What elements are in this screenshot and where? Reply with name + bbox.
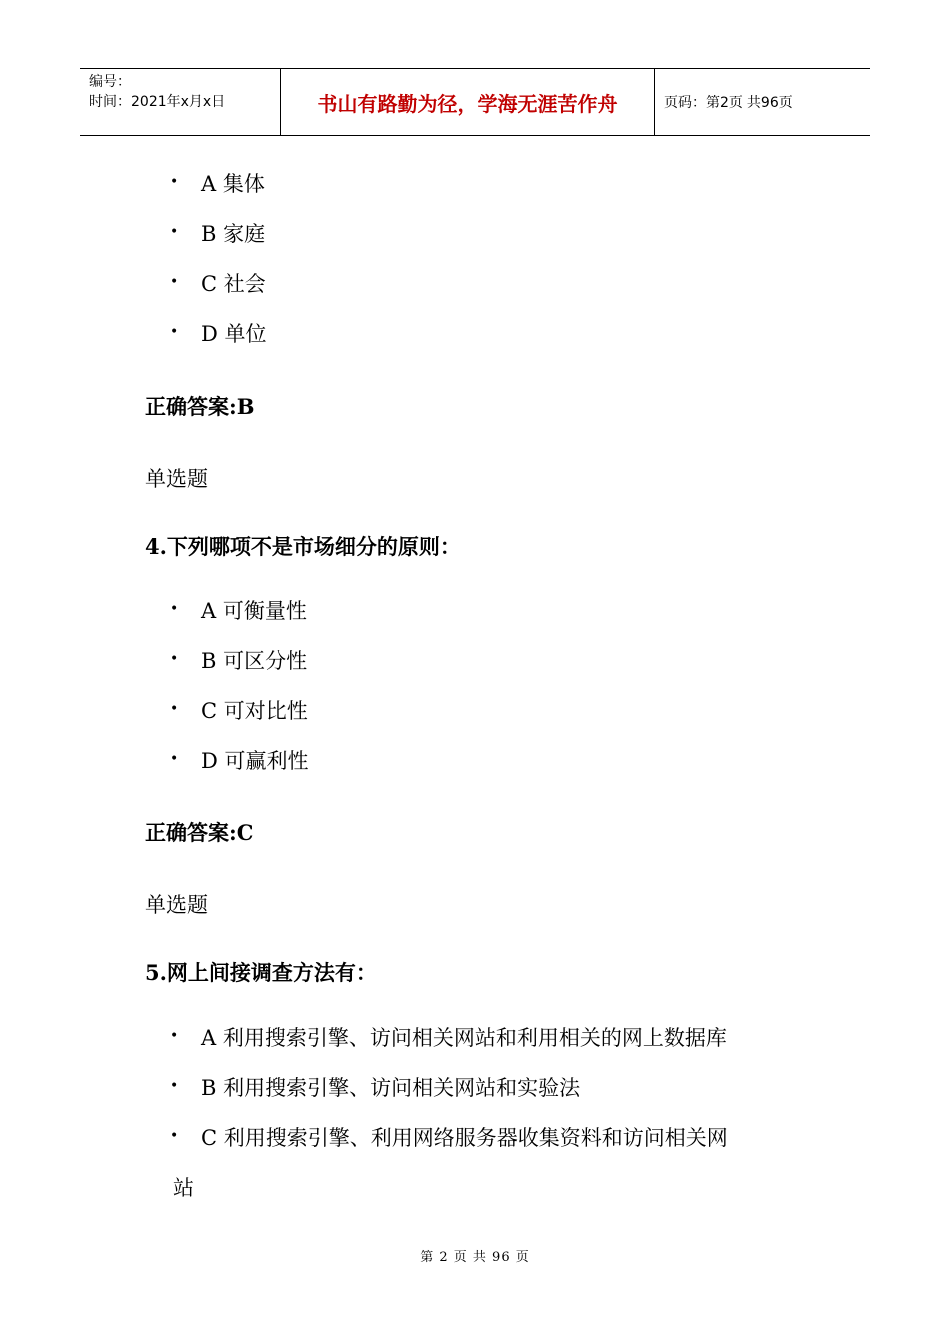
total-pages-label: 共96页 xyxy=(746,95,793,111)
correct-answer: 正确答案:B xyxy=(145,394,255,419)
page-number-label: 页码：第2页 xyxy=(664,95,743,111)
option-text: D 单位 xyxy=(201,322,267,346)
page-footer: 第 2 页 共 96 页 xyxy=(420,1250,530,1265)
option-text: A 集体 xyxy=(201,172,265,196)
bullet-icon: • xyxy=(170,324,179,340)
bullet-icon: • xyxy=(170,751,179,767)
page-header xyxy=(80,68,870,136)
motto: 书山有路勤为径，学海无涯苦作舟 xyxy=(281,69,655,135)
option-text: C 社会 xyxy=(201,272,266,296)
question-type: 单选题 xyxy=(145,467,208,491)
date-label: 时间：2021年x月x日 xyxy=(89,94,226,110)
bullet-icon: • xyxy=(170,224,179,240)
option-text: A 可衡量性 xyxy=(201,599,307,623)
header-right-cell xyxy=(655,69,870,135)
bullet-icon: • xyxy=(170,274,179,290)
option-text: B 可区分性 xyxy=(201,649,308,673)
question-type: 单选题 xyxy=(145,893,208,917)
bullet-icon: • xyxy=(170,701,179,717)
option-continuation: 站 xyxy=(173,1176,194,1200)
question-title: 4.下列哪项不是市场细分的原则： xyxy=(145,534,461,559)
option-text: C 可对比性 xyxy=(201,699,308,723)
option-text: C 利用搜索引擎、利用网络服务器收集资料和访问相关网 xyxy=(201,1126,728,1150)
correct-answer: 正确答案:C xyxy=(145,820,254,845)
bullet-icon: • xyxy=(170,601,179,617)
bullet-icon: • xyxy=(170,1078,179,1094)
header-left-cell xyxy=(80,69,281,135)
bullet-icon: • xyxy=(170,1028,179,1044)
option-text: B 利用搜索引擎、访问相关网站和实验法 xyxy=(201,1076,581,1100)
option-text: B 家庭 xyxy=(201,222,266,246)
bullet-icon: • xyxy=(170,1128,179,1144)
option-text: A 利用搜索引擎、访问相关网站和利用相关的网上数据库 xyxy=(201,1026,727,1050)
question-title: 5.网上间接调查方法有： xyxy=(145,960,377,985)
number-label: 编号： xyxy=(89,74,131,90)
option-text: D 可赢利性 xyxy=(201,749,309,773)
bullet-icon: • xyxy=(170,651,179,667)
bullet-icon: • xyxy=(170,174,179,190)
